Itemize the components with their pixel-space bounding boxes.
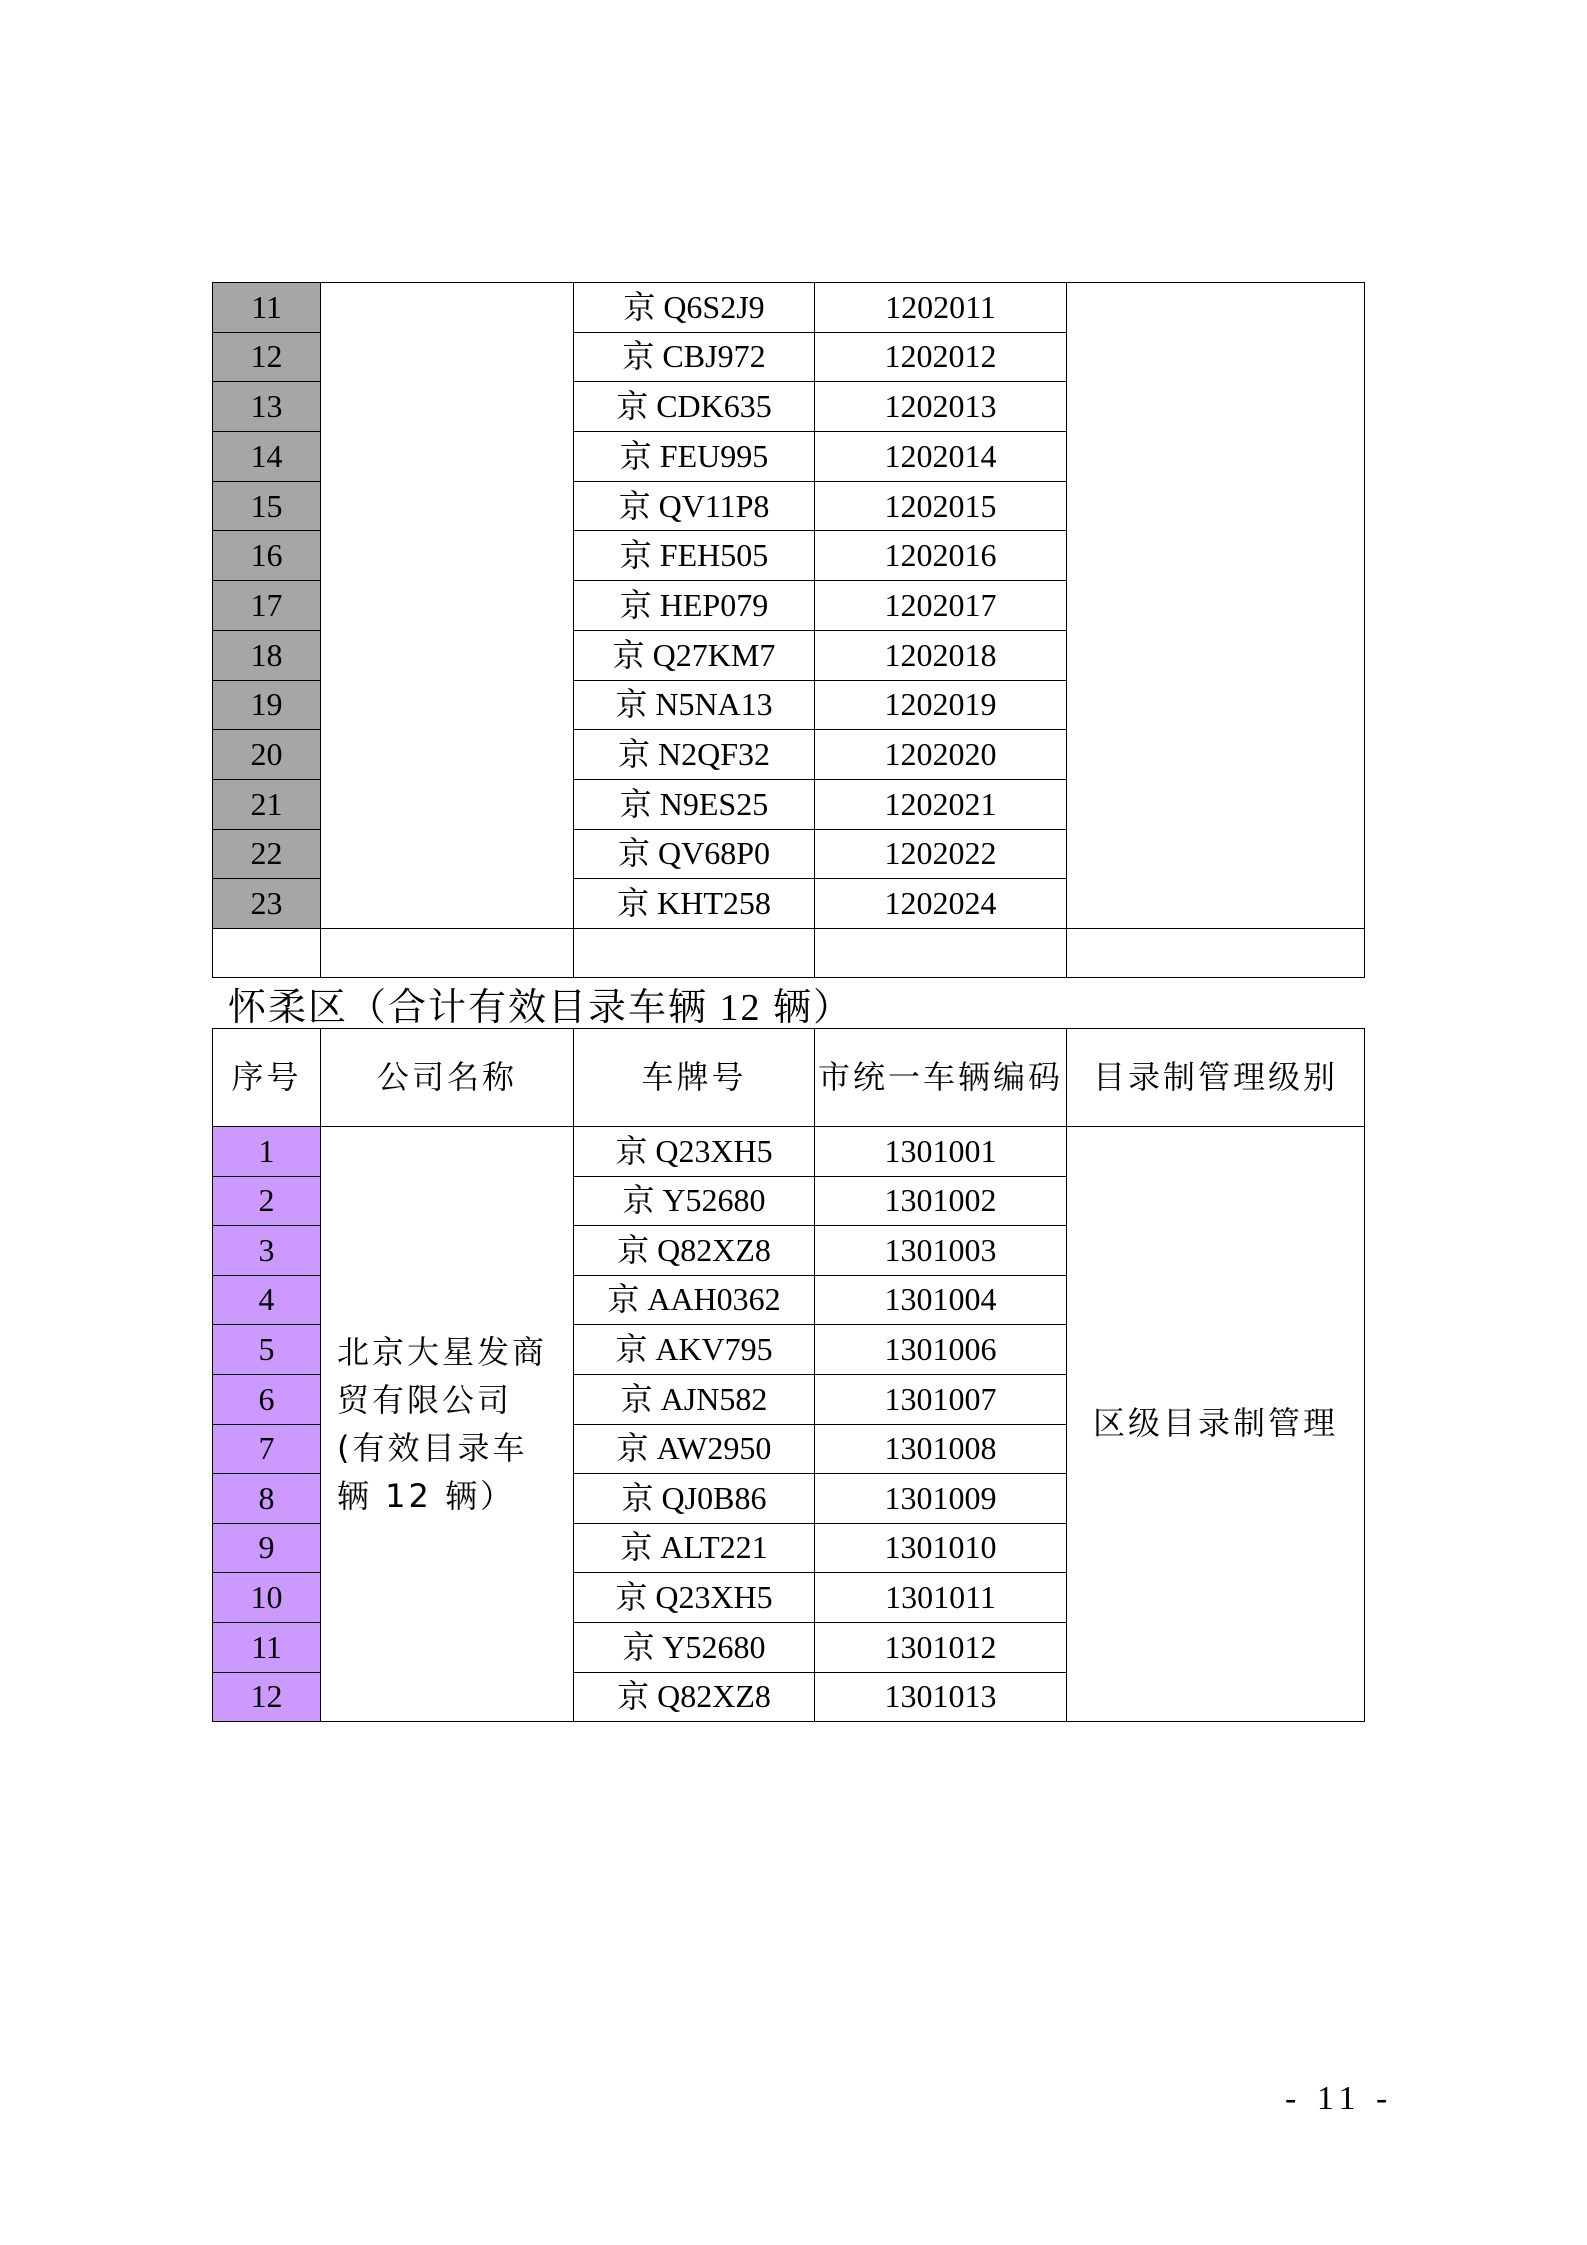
row-vehicle-code: 1301002 bbox=[815, 1176, 1067, 1226]
row-plate: 京 Q82XZ8 bbox=[574, 1226, 815, 1276]
row-vehicle-code: 1202024 bbox=[815, 879, 1067, 929]
row-plate: 京 Q27KM7 bbox=[574, 630, 815, 680]
row-vehicle-code: 1301012 bbox=[815, 1622, 1067, 1672]
row-seq: 1 bbox=[213, 1127, 321, 1177]
blank-cell bbox=[574, 928, 815, 977]
blank-cell bbox=[213, 928, 321, 977]
row-vehicle-code: 1301010 bbox=[815, 1523, 1067, 1573]
row-seq: 15 bbox=[213, 481, 321, 531]
row-vehicle-code: 1301013 bbox=[815, 1672, 1067, 1722]
row-vehicle-code: 1202012 bbox=[815, 332, 1067, 382]
row-vehicle-code: 1202017 bbox=[815, 581, 1067, 631]
row-seq: 13 bbox=[213, 382, 321, 432]
row-seq: 11 bbox=[213, 283, 321, 333]
row-vehicle-code: 1202022 bbox=[815, 829, 1067, 879]
row-seq: 23 bbox=[213, 879, 321, 929]
header-management-level: 目录制管理级别 bbox=[1067, 1029, 1365, 1127]
row-seq: 9 bbox=[213, 1523, 321, 1573]
level-cell-empty bbox=[1067, 283, 1365, 929]
blank-cell bbox=[815, 928, 1067, 977]
row-seq: 14 bbox=[213, 432, 321, 482]
row-seq: 5 bbox=[213, 1325, 321, 1375]
table-header-row bbox=[213, 1029, 1365, 1127]
row-plate: 京 QJ0B86 bbox=[574, 1474, 815, 1524]
row-vehicle-code: 1301004 bbox=[815, 1275, 1067, 1325]
row-vehicle-code: 1202021 bbox=[815, 779, 1067, 829]
company-name: 北京大星发商贸有限公司(有效目录车辆 12 辆） bbox=[321, 1127, 574, 1722]
section-heading: 怀柔区（合计有效目录车辆 12 辆） bbox=[228, 987, 854, 1029]
table-row bbox=[213, 1127, 1365, 1177]
row-seq: 18 bbox=[213, 630, 321, 680]
row-plate: 京 QV11P8 bbox=[574, 481, 815, 531]
row-seq: 2 bbox=[213, 1176, 321, 1226]
header-vehicle-code: 市统一车辆编码 bbox=[815, 1029, 1067, 1127]
vehicle-table-continued bbox=[212, 282, 1365, 978]
row-plate: 京 Q82XZ8 bbox=[574, 1672, 815, 1722]
row-seq: 12 bbox=[213, 1672, 321, 1722]
row-plate: 京 AW2950 bbox=[574, 1424, 815, 1474]
vehicle-table-continued-body bbox=[213, 283, 1365, 978]
company-cell-empty bbox=[321, 283, 574, 929]
table-row bbox=[213, 283, 1365, 333]
row-plate: 京 KHT258 bbox=[574, 879, 815, 929]
row-seq: 16 bbox=[213, 531, 321, 581]
row-plate: 京 CBJ972 bbox=[574, 332, 815, 382]
management-level: 区级目录制管理 bbox=[1067, 1127, 1365, 1722]
row-plate: 京 QV68P0 bbox=[574, 829, 815, 879]
row-plate: 京 FEH505 bbox=[574, 531, 815, 581]
row-plate: 京 FEU995 bbox=[574, 432, 815, 482]
page-number: - 11 - bbox=[1285, 2080, 1394, 2117]
blank-row bbox=[213, 928, 1365, 977]
row-vehicle-code: 1202015 bbox=[815, 481, 1067, 531]
row-plate: 京 Y52680 bbox=[574, 1622, 815, 1672]
row-plate: 京 Q23XH5 bbox=[574, 1573, 815, 1623]
row-seq: 21 bbox=[213, 779, 321, 829]
row-seq: 11 bbox=[213, 1622, 321, 1672]
row-seq: 19 bbox=[213, 680, 321, 730]
row-plate: 京 CDK635 bbox=[574, 382, 815, 432]
row-vehicle-code: 1202016 bbox=[815, 531, 1067, 581]
row-plate: 京 AKV795 bbox=[574, 1325, 815, 1375]
row-plate: 京 Q6S2J9 bbox=[574, 283, 815, 333]
row-plate: 京 N2QF32 bbox=[574, 730, 815, 780]
blank-cell bbox=[321, 928, 574, 977]
row-vehicle-code: 1202020 bbox=[815, 730, 1067, 780]
header-plate: 车牌号 bbox=[574, 1029, 815, 1127]
row-vehicle-code: 1202014 bbox=[815, 432, 1067, 482]
row-plate: 京 AJN582 bbox=[574, 1374, 815, 1424]
row-vehicle-code: 1301007 bbox=[815, 1374, 1067, 1424]
row-plate: 京 ALT221 bbox=[574, 1523, 815, 1573]
row-seq: 8 bbox=[213, 1474, 321, 1524]
row-seq: 4 bbox=[213, 1275, 321, 1325]
row-seq: 10 bbox=[213, 1573, 321, 1623]
row-plate: 京 HEP079 bbox=[574, 581, 815, 631]
row-vehicle-code: 1202011 bbox=[815, 283, 1067, 333]
row-seq: 7 bbox=[213, 1424, 321, 1474]
row-vehicle-code: 1301001 bbox=[815, 1127, 1067, 1177]
row-vehicle-code: 1202018 bbox=[815, 630, 1067, 680]
vehicle-table-huairou bbox=[212, 1028, 1365, 1722]
row-vehicle-code: 1202013 bbox=[815, 382, 1067, 432]
row-seq: 17 bbox=[213, 581, 321, 631]
header-company: 公司名称 bbox=[321, 1029, 574, 1127]
row-plate: 京 Q23XH5 bbox=[574, 1127, 815, 1177]
row-seq: 3 bbox=[213, 1226, 321, 1276]
row-plate: 京 Y52680 bbox=[574, 1176, 815, 1226]
row-plate: 京 N5NA13 bbox=[574, 680, 815, 730]
row-vehicle-code: 1202019 bbox=[815, 680, 1067, 730]
vehicle-table-huairou-body bbox=[213, 1029, 1365, 1722]
row-seq: 20 bbox=[213, 730, 321, 780]
row-vehicle-code: 1301003 bbox=[815, 1226, 1067, 1276]
row-seq: 6 bbox=[213, 1374, 321, 1424]
row-vehicle-code: 1301006 bbox=[815, 1325, 1067, 1375]
row-vehicle-code: 1301009 bbox=[815, 1474, 1067, 1524]
row-seq: 22 bbox=[213, 829, 321, 879]
row-plate: 京 AAH0362 bbox=[574, 1275, 815, 1325]
row-vehicle-code: 1301011 bbox=[815, 1573, 1067, 1623]
header-seq: 序号 bbox=[213, 1029, 321, 1127]
row-vehicle-code: 1301008 bbox=[815, 1424, 1067, 1474]
row-plate: 京 N9ES25 bbox=[574, 779, 815, 829]
row-seq: 12 bbox=[213, 332, 321, 382]
blank-cell bbox=[1067, 928, 1365, 977]
